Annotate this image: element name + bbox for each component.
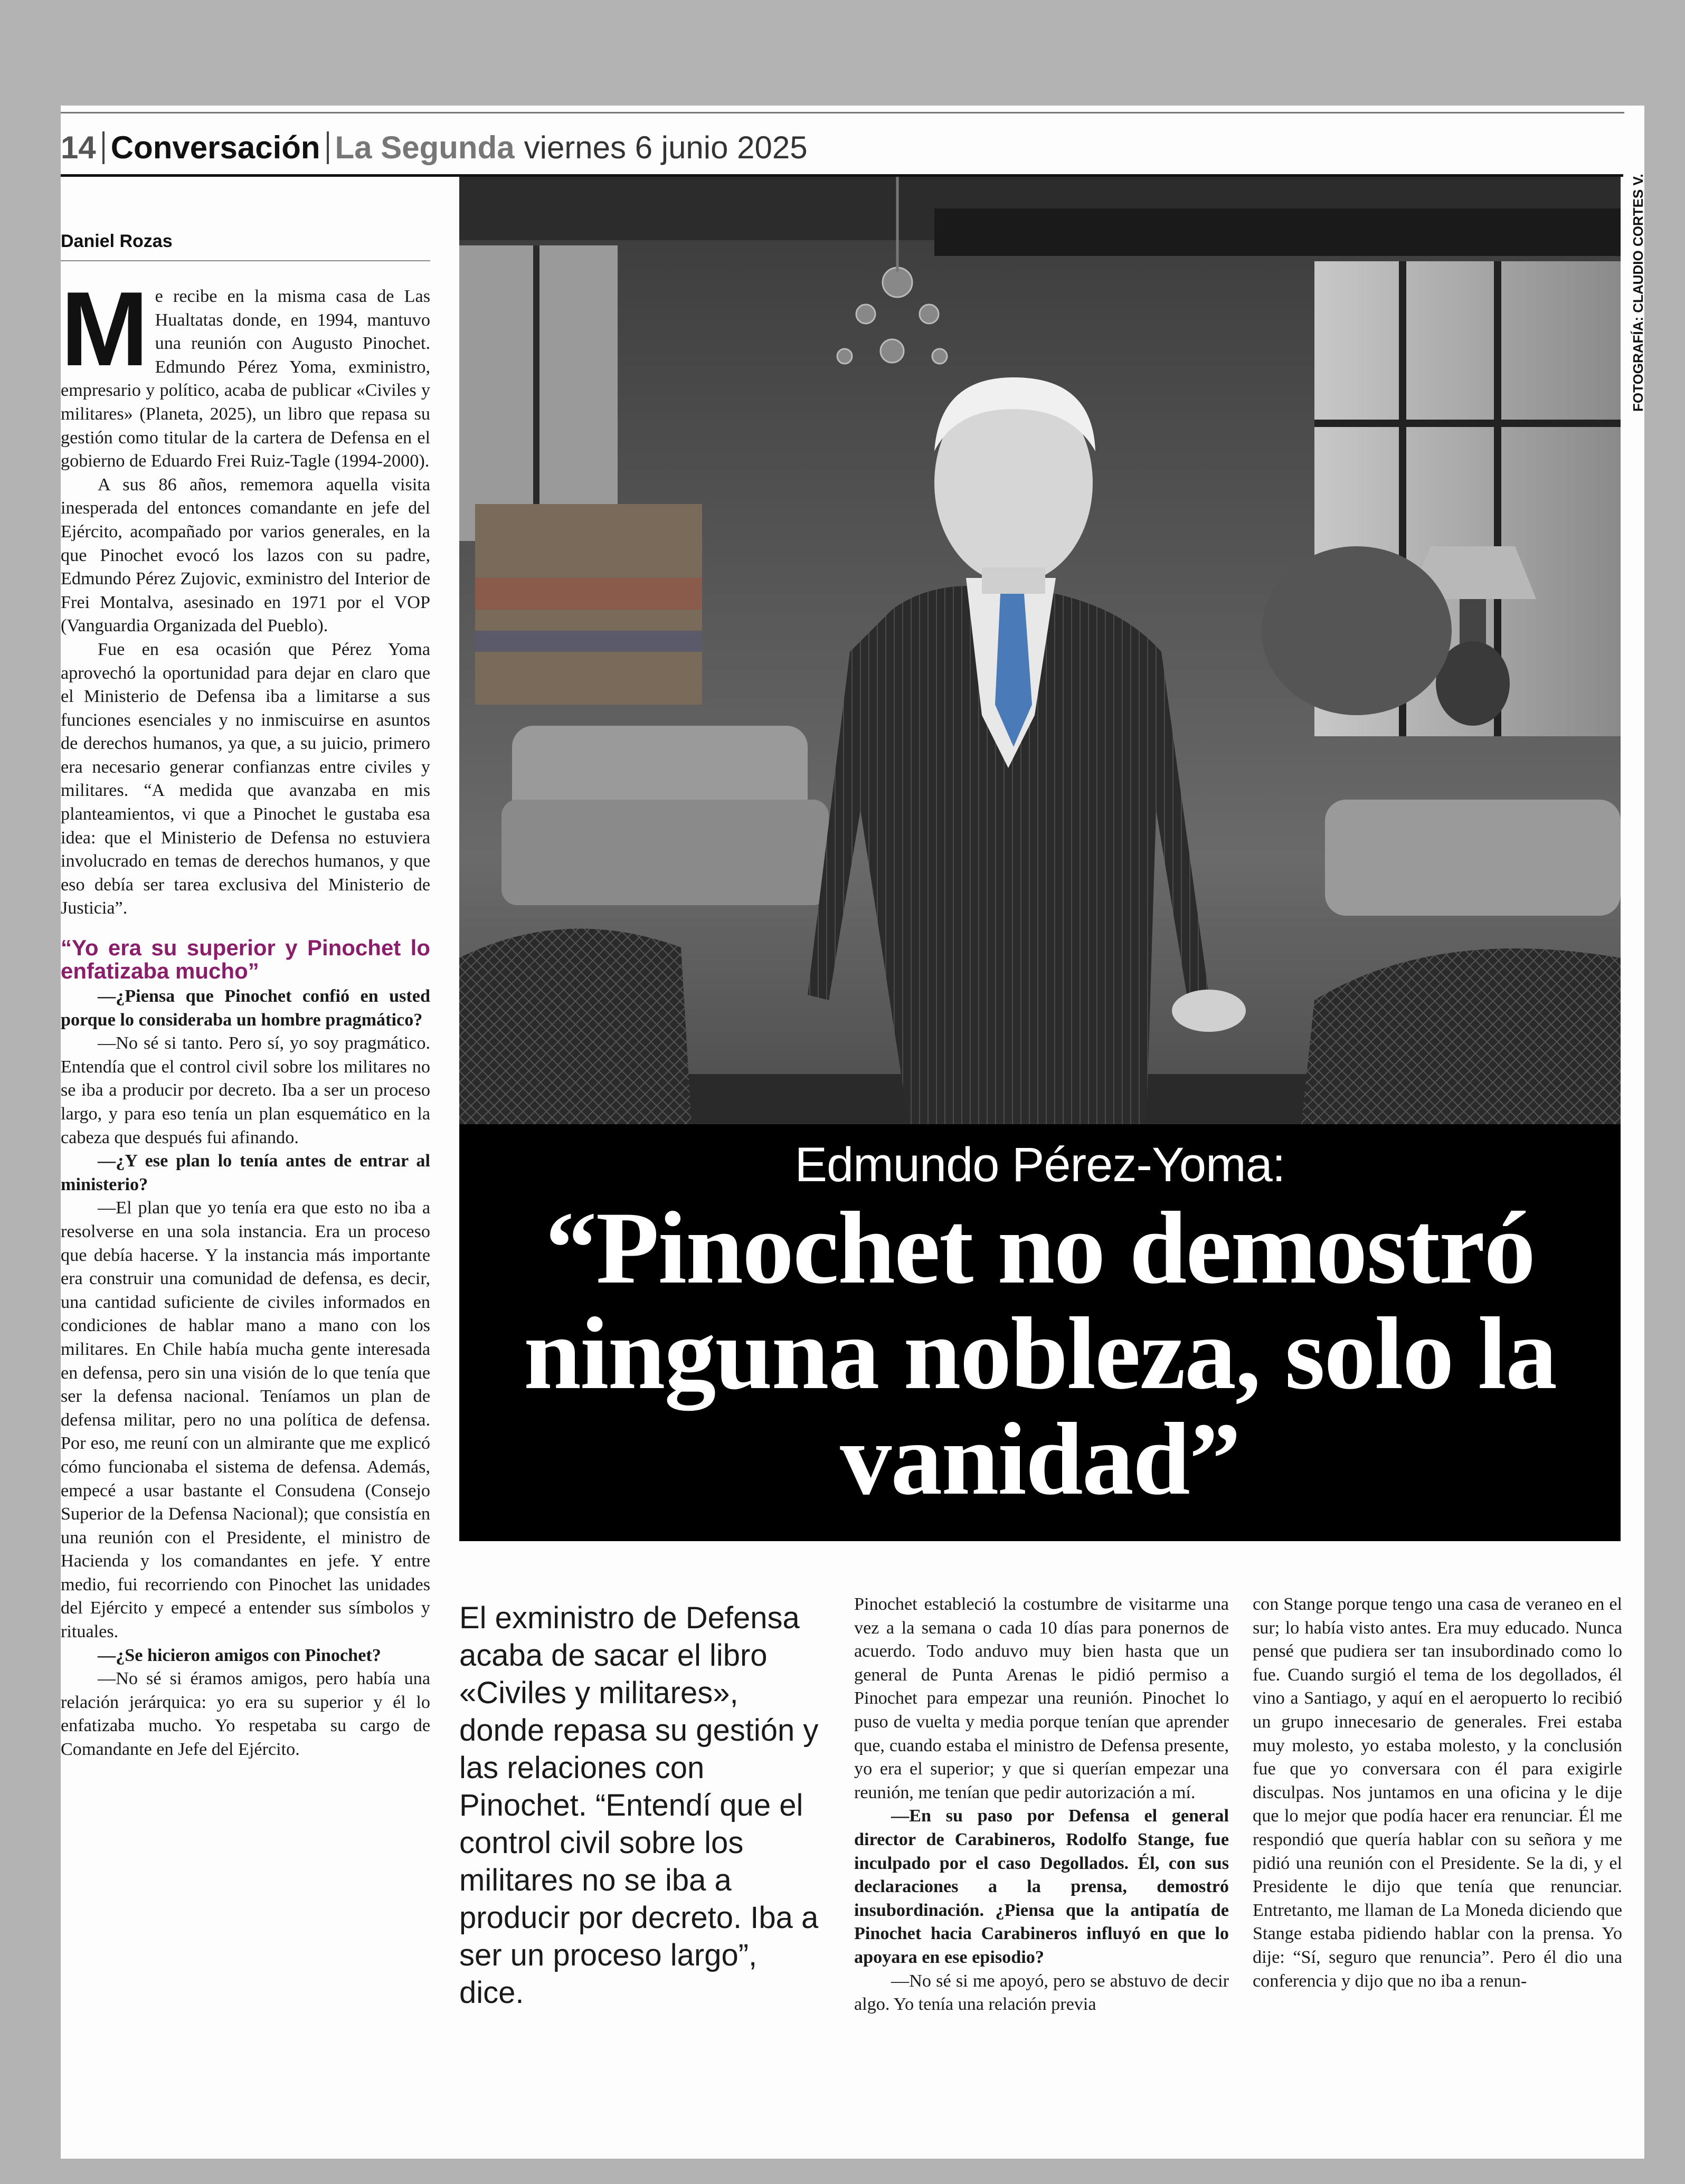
question: —En su paso por Defensa el general director de Carabineros, Rodolfo Stange, fue inculpado por el caso Degollados. Él, con sus declaraciones a la prensa, demostró insubordinación. ¿Piensa que la antipatía de Pinochet hacia Carabineros influyó en que lo apoyara en ese episodio?	[854, 1806, 1229, 1967]
masthead	[61, 119, 1592, 166]
section-name: Conversación	[110, 130, 320, 165]
drop-cap: M	[61, 270, 149, 388]
answer: —El plan que yo tenía era que esto no iba a resolverse en una sola instancia. Era un proceso que debía hacerse. Y la instancia más importante era construir una comunidad de defensa, es decir, una cantidad suficiente de civiles informados en condiciones de hablar mano a mano con los militares. En Chile había mucha gente interesada en defensa, pero sin una visión de lo que tenía que ser la defensa nacional. Teníamos un plan de defensa militar, pero no una política de defensa. Por eso, me reuní con un almirante que me explicó cómo funcionaba el sistema de defensa. Además, empecé a usar bastante el Consudena (Consejo Superior de la Defensa Nacional); que consistía en una reunión con el Presidente, el ministro de Hacienda y los comandantes en jefe. Y entre medio, fui recorriendo con Pinochet las unidades del Ejército y empecé a entender sus símbolos y rituales.	[61, 1198, 430, 1642]
paragraph: e recibe en la misma casa de Las Hualtatas donde, en 1994, mantuvo una reunión con Augusto Pinochet. Edmundo Pérez Yoma, exministro, empresario y político, acaba de publicar «Civiles y militares» (Planeta, 2025), un libro que repasa su gestión como titular de la cartera de Defensa en el gobierno de Eduardo Frei Ruiz-Tagle (1994-2000).	[61, 287, 430, 471]
paragraph: A sus 86 años, rememora aquella visita inesperada del entonces comandante en jefe del Ejército, acompañado por varios generales, en la que Pinochet evocó los lazos con su padre, Edmundo Pérez Zujovic, exministro del Interior de Frei Montalva, asesinado en 1971 por el VOP (Vanguardia Organizada del Pueblo).	[61, 474, 430, 636]
issue-date: viernes 6 junio 2025	[524, 130, 808, 165]
masthead-divider	[102, 131, 105, 164]
subhead: “Yo era su superior y Pinochet lo enfatizaba mucho”	[61, 935, 430, 984]
answer: —No sé si tanto. Pero sí, yo soy pragmático. Entendía que el control civil sobre los militares no se iba a producir por decreto. Iba a ser un proceso largo, y para eso tenía un plan esquemático en la cabeza que después fui afinando.	[61, 1033, 430, 1147]
page-number: 14	[61, 130, 96, 165]
paper-name: La Segunda	[335, 130, 515, 165]
paragraph: Pinochet estableció la costumbre de visitarme una vez a la semana o cada 10 días para ponernos de acuerdo. Todo anduvo muy bien hasta que un general de Punta Arenas le pidió permiso a Pinochet para empezar una reunión. Pinochet lo puso de vuelta y media porque tenían que aprender que, cuando estaba el ministro de Defensa presente, yo era el superior; y que si querían empezar una reunión, me tenían que pedir autorización a mí.	[854, 1594, 1229, 1802]
question: —¿Y ese plan lo tenía antes de entrar al ministerio?	[61, 1151, 430, 1194]
paragraph: con Stange porque tengo una casa de veraneo en el sur; lo había visto antes. Era muy educado. Nunca pensé que pudiera ser tan insubordinado como lo fue. Cuando surgió el tema de los degollados, él vino a Santiago, y aquí en el aeropuerto lo recibió un grupo innecesario de generales. Frei estaba muy molesto, yo estaba molesto, y la conclusión fue que yo conversara con él para exigirle disculpas. Nos juntamos en una oficina y le dije que lo mejor que podía hacer era renunciar. Él me respondió que quería hablar con su señora y me pidió una reunión con el Presidente. Se la di, y el Presidente le dijo que tenía que renunciar. Entretanto, me llaman de La Moneda diciendo que Stange estaba pidiendo hablar con la prensa. Yo dije: “Sí, seguro que renuncia”. Pero él dio una conferencia y dijo que no iba a renun-	[1253, 1594, 1622, 1991]
article-column-1	[61, 270, 430, 1762]
byline-rule	[61, 260, 430, 261]
top-rule	[61, 112, 1624, 113]
photo-credit: FOTOGRAFÍA: CLAUDIO CORTES V.	[1630, 174, 1646, 412]
answer: —No sé si éramos amigos, pero había una relación jerárquica: yo era su superior y él lo enfatizaba mucho. Yo respetaba su cargo de Comandante en Jefe del Ejército.	[61, 1669, 430, 1760]
paragraph: Fue en esa ocasión que Pérez Yoma aprovechó la oportunidad para dejar en claro que el Ministerio de Defensa iba a limitarse a sus funciones esenciales y no inmiscuirse en asuntos de derechos humanos, ya que, a su juicio, primero era necesario generar confianzas entre civiles y militares. “A medida que avanzaba en mis planteamientos, vi que a Pinochet le gustaba esa idea: que el Ministerio de Defensa no estuviera involucrado en temas de derechos humanos, y que eso debía ser tarea exclusiva del Ministerio de Justicia”.	[61, 639, 430, 918]
article-column-3	[854, 1593, 1229, 2017]
masthead-divider	[327, 131, 329, 164]
headline-kicker: Edmundo Pérez-Yoma:	[794, 1138, 1285, 1192]
question: —¿Se hicieron amigos con Pinochet?	[98, 1645, 381, 1665]
answer: —No sé si me apoyó, pero se abstuvo de decir algo. Yo tenía una relación previa	[854, 1971, 1229, 2015]
article-column-4	[1253, 1593, 1622, 1993]
byline: Daniel Rozas	[61, 231, 173, 251]
headline: “Pinochet no demostró ninguna nobleza, solo la vanidad”	[523, 1191, 1557, 1516]
deck: El exministro de Defensa acaba de sacar el libro «Civiles y militares», donde repasa su gestión y las relaciones con Pinochet. “Entendí que el control civil sobre los militares no se iba a producir por decreto. Iba a ser un proceso largo”, dice.	[459, 1601, 819, 2010]
question: —¿Piensa que Pinochet confió en usted porque lo consideraba un hombre pragmático?	[61, 986, 430, 1030]
